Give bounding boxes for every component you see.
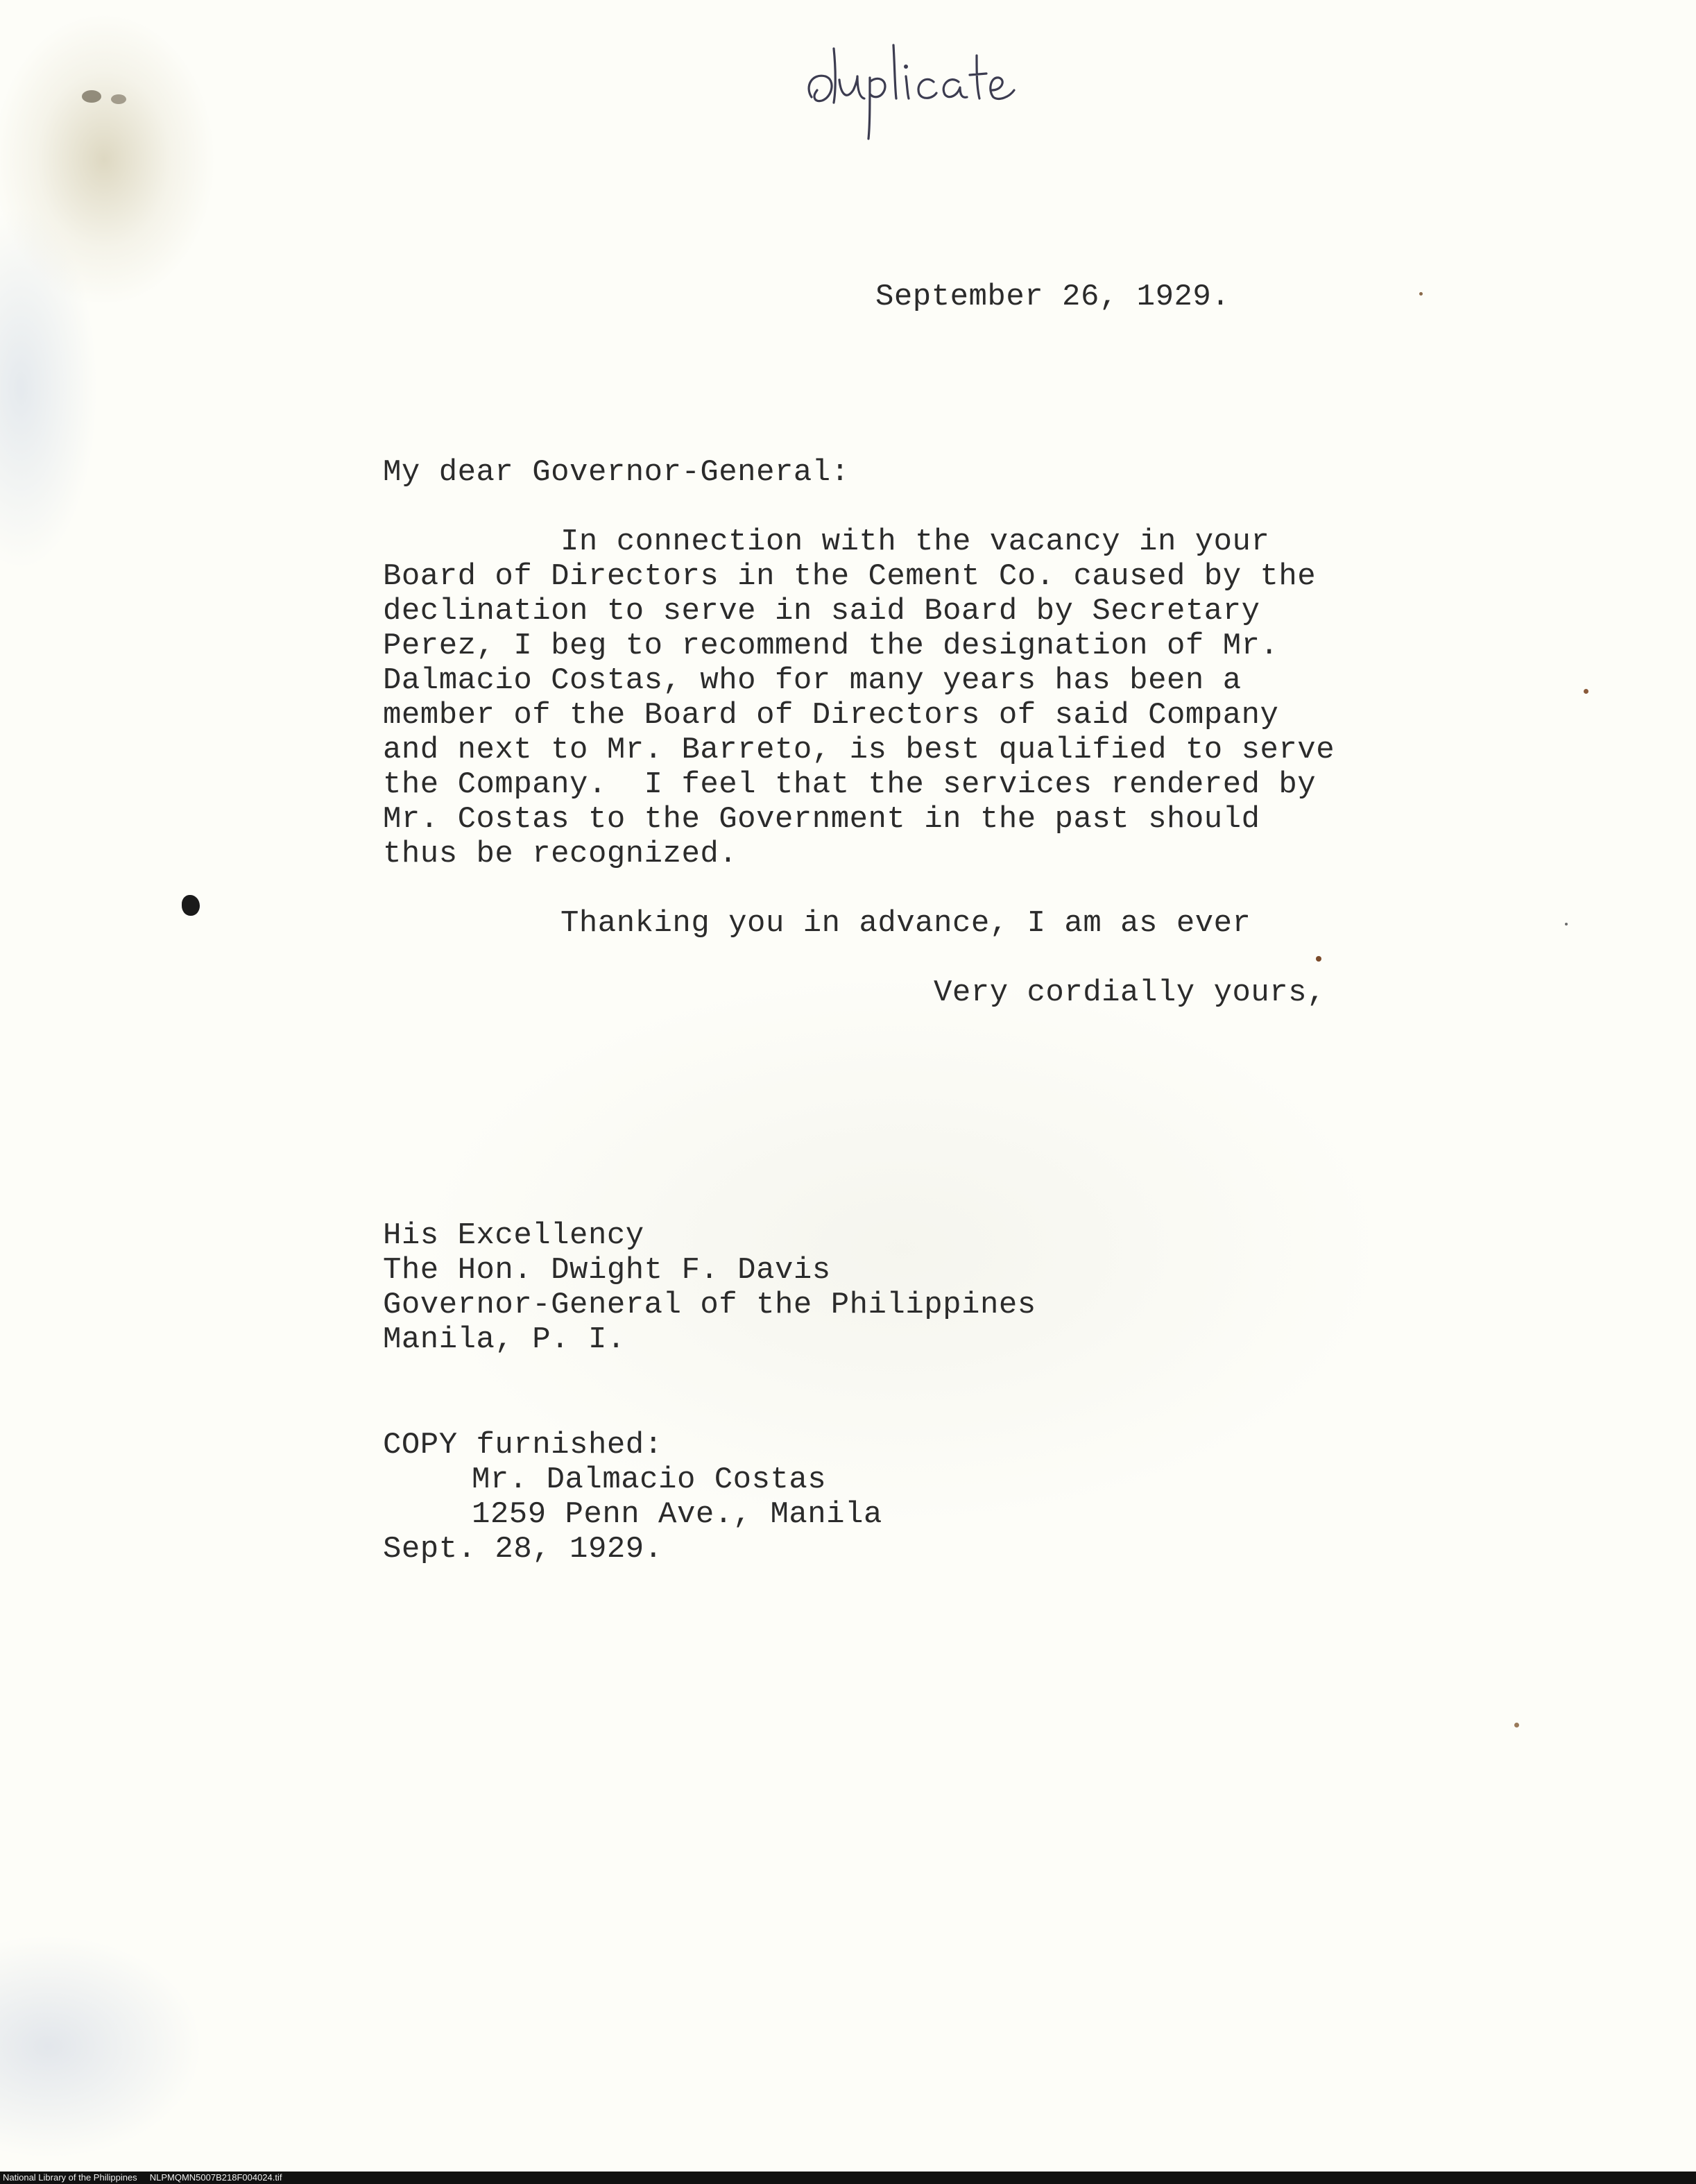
body-line: and next to Mr. Barreto, is best qualified to serve	[383, 733, 1335, 767]
paper-speck	[1514, 1723, 1519, 1727]
closing-line: Thanking you in advance, I am as ever	[560, 906, 1251, 941]
ink-blot	[182, 895, 200, 916]
footer-file-id: NLPMQMN5007B218F004024.tif	[149, 2172, 282, 2183]
recipient-line: Manila, P. I.	[383, 1322, 626, 1357]
footer-institution: National Library of the Philippines	[3, 2172, 137, 2183]
copy-label: COPY furnished:	[383, 1428, 663, 1462]
body-line: Dalmacio Costas, who for many years has been a	[383, 663, 1242, 698]
recipient-line: The Hon. Dwight F. Davis	[383, 1253, 831, 1288]
paper-speck	[1419, 292, 1423, 296]
body-line: the Company. I feel that the services rendered by	[383, 767, 1317, 802]
body-line: Perez, I beg to recommend the designation of Mr.	[383, 629, 1279, 663]
recipient-line: His Excellency	[383, 1218, 644, 1253]
body-line: Board of Directors in the Cement Co. caused by the	[383, 559, 1317, 594]
stain-spot	[111, 94, 126, 104]
salutation: My dear Governor-General:	[383, 455, 850, 490]
body-line: Mr. Costas to the Government in the past should	[383, 802, 1260, 837]
body-line: In connection with the vacancy in your	[560, 524, 1270, 559]
copy-line: 1259 Penn Ave., Manila	[472, 1497, 882, 1532]
paper-speck	[1565, 923, 1568, 925]
paper-speck	[1584, 689, 1588, 694]
archive-footer	[0, 2172, 1696, 2184]
recipient-line: Governor-General of the Philippines	[383, 1288, 1036, 1322]
paper-speck	[1316, 956, 1321, 962]
copy-line: Mr. Dalmacio Costas	[472, 1462, 827, 1497]
body-line: thus be recognized.	[383, 837, 738, 871]
valediction: Very cordially yours,	[934, 975, 1326, 1010]
letter-date: September 26, 1929.	[875, 280, 1231, 314]
handwritten-duplicate-annotation	[798, 21, 1034, 146]
body-line: declination to serve in said Board by Secretary	[383, 594, 1260, 629]
copy-date: Sept. 28, 1929.	[383, 1532, 663, 1567]
body-line: member of the Board of Directors of said Company	[383, 698, 1279, 733]
stain-spot	[82, 90, 101, 103]
